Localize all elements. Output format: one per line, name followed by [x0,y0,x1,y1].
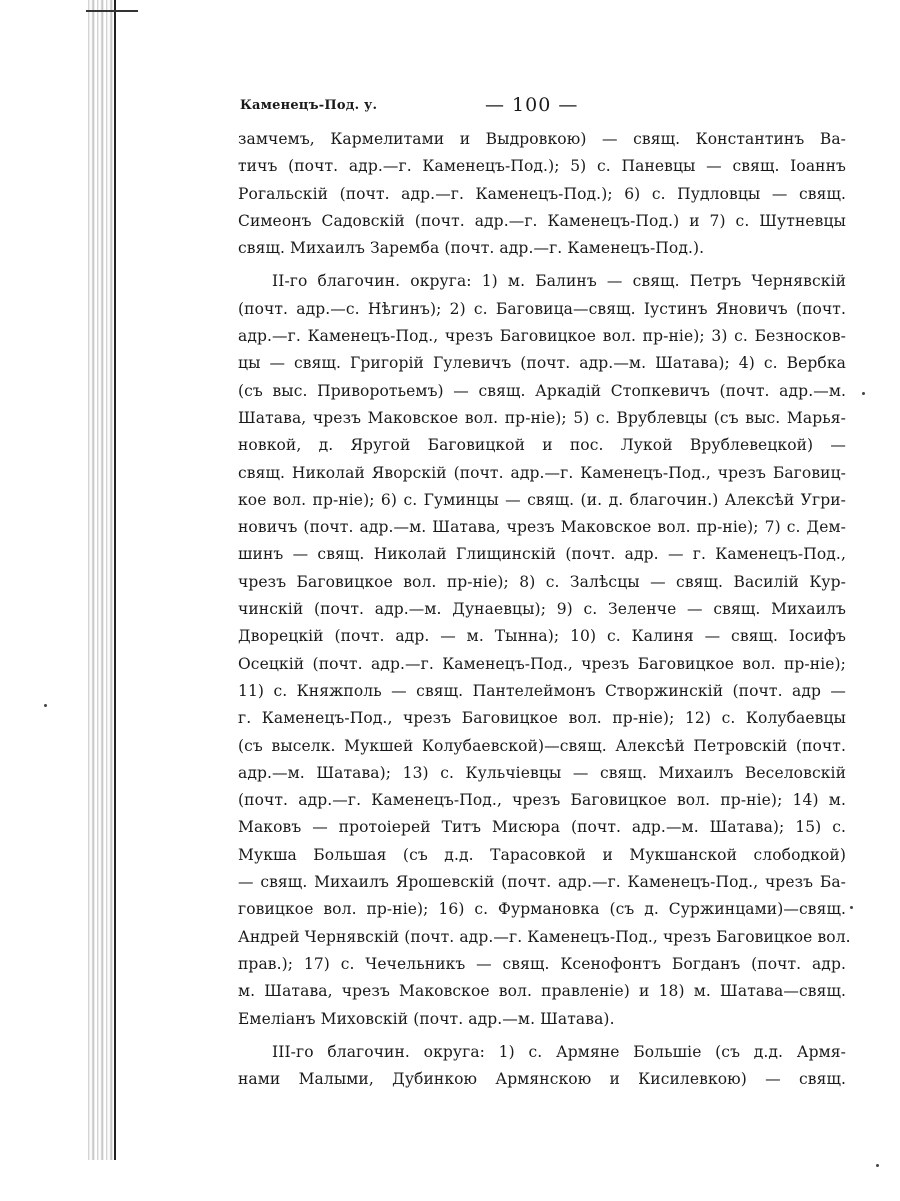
text-line: адр.—м. Шатава); 13) с. Кульчіевцы — свящ. Михаилъ Веселовскій [238,763,846,782]
page-header [240,96,840,120]
text-line: (съ выселк. Мукшей Колубаевской)—свящ. Алексѣй Петровскій (почт. [238,736,846,755]
text-line: Осецкій (почт. адр.—г. Каменецъ-Под., чрезъ Баговицкое вол. пр-ніе); [238,654,846,673]
binding-gutter [86,0,116,1160]
text-line: тичъ (почт. адр.—г. Каменецъ-Под.); 5) с. Паневцы — свящ. Іоаннъ [238,157,846,176]
text-line: говицкое вол. пр-ніе); 16) с. Фурмановка (съ д. Суржинцами)—свящ. [238,900,846,919]
text-line: Дворецкій (почт. адр. — м. Тынна); 10) с. Калиня — свящ. Іосифъ [238,627,846,646]
text-line: Маковъ — протоіерей Титъ Мисюра (почт. адр.—м. Шатава); 15) с. [238,818,846,837]
page-number: — 100 — [485,94,579,116]
paragraph-start-line: II-го благочин. округа: 1) м. Балинъ — свящ. Петръ Чернявскій [272,272,846,291]
scan-speck [850,906,853,909]
text-line: Рогальскій (почт. адр.—г. Каменецъ-Под.); 6) с. Пудловцы — свящ. [238,184,846,203]
running-head: Каменецъ-Под. у. [240,98,378,113]
scan-speck [44,704,47,707]
text-line: (почт. адр.—г. Каменецъ-Под., чрезъ Баговицкое вол. пр-ніе); 14) м. [238,791,846,810]
text-line: новкой, д. Яругой Баговицкой и пос. Лукой Врублевецкой) — [238,436,846,455]
binding-top-mark [86,10,138,12]
text-line: г. Каменецъ-Под., чрезъ Баговицкое вол. пр-ніе); 12) с. Колубаевцы [238,709,846,728]
scan-speck [876,1164,879,1167]
paragraph-start-line: III-го благочин. округа: 1) с. Армяне Большіе (съ д.д. Армя- [272,1042,846,1061]
text-line: цы — свящ. Григорій Гулевичъ (почт. адр.—м. Шатава); 4) с. Вербка [238,354,846,373]
text-line: кое вол. пр-ніе); 6) с. Гуминцы — свящ. (и. д. благочин.) Алексѣй Угри- [238,490,846,509]
text-line: свящ. Николай Яворскій (почт. адр.—г. Каменецъ-Под., чрезъ Баговиц- [238,463,846,482]
text-line: Симеонъ Садовскій (почт. адр.—г. Каменецъ-Под.) и 7) с. Шутневцы [238,211,846,230]
text-line: Шатава, чрезъ Маковское вол. пр-ніе); 5) с. Врублевцы (съ выс. Марья- [238,408,846,427]
text-line: (почт. адр.—с. Нѣгинъ); 2) с. Баговица—свящ. Іустинъ Яновичъ (почт. [238,299,846,318]
text-line: Андрей Чернявскій (почт. адр.—г. Каменецъ-Под., чрезъ Баговицкое вол. [238,927,851,946]
body-text [238,126,851,1093]
text-line: замчемъ, Кармелитами и Выдровкою) — свящ. Константинъ Ва- [238,130,846,148]
scan-speck [862,392,865,395]
text-line: нами Малыми, Дубинкою Армянскою и Кисилевкою) — свящ. [238,1070,846,1089]
text-line: 11) с. Княжполь — свящ. Пантелеймонъ Створжинскій (почт. адр — [238,681,846,700]
text-line: прав.); 17) с. Чечельникъ — свящ. Ксенофонтъ Богданъ (почт. адр. [238,954,846,973]
text-line: чинскій (почт. адр.—м. Дунаевцы); 9) с. Зеленче — свящ. Михаилъ [238,600,846,619]
text-line: — свящ. Михаилъ Ярошевскій (почт. адр.—г. Каменецъ-Под., чрезъ Ба- [238,873,846,892]
text-line: (съ выс. Приворотьемъ) — свящ. Аркадій Стопкевичъ (почт. адр.—м. [238,381,846,400]
text-line: м. Шатава, чрезъ Маковское вол. правленіе) и 18) м. Шатава—свящ. [238,982,846,1001]
text-line: свящ. Михаилъ Заремба (почт. адр.—г. Каменецъ-Под.). [238,239,705,258]
text-line: Емеліанъ Миховскій (почт. адр.—м. Шатава). [238,1009,615,1028]
binding-edge [114,0,116,1160]
text-line: адр.—г. Каменецъ-Под., чрезъ Баговицкое вол. пр-ніе); 3) с. Безносков- [238,327,846,346]
text-line: чрезъ Баговицкое вол. пр-ніе); 8) с. Залѣсцы — свящ. Василій Кур- [238,572,846,591]
text-line: новичъ (почт. адр.—м. Шатава, чрезъ Маковское вол. пр-ніе); 7) с. Дем- [238,518,846,537]
text-line: Мукша Большая (съ д.д. Тарасовкой и Мукшанской слободкой) [238,845,846,864]
text-line: шинъ — свящ. Николай Глищинскій (почт. адр. — г. Каменецъ-Под., [238,545,846,564]
